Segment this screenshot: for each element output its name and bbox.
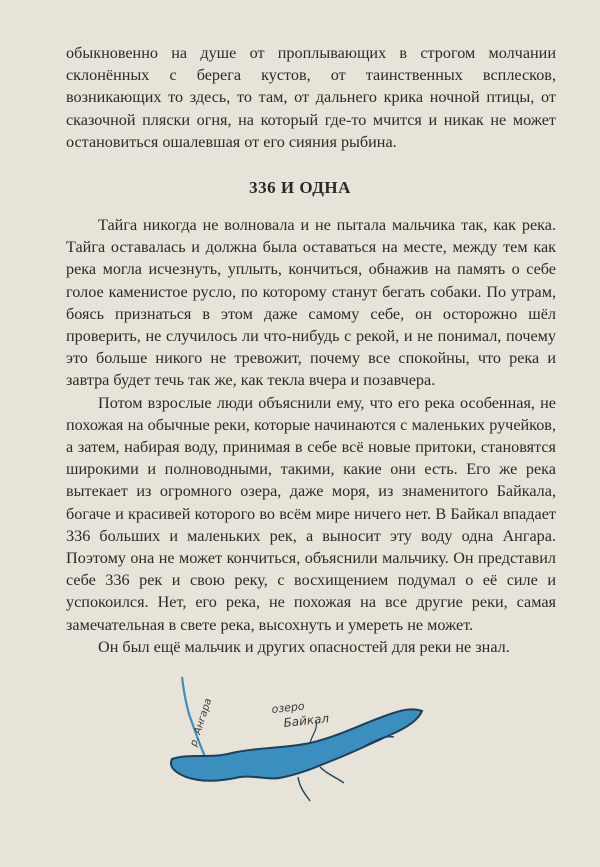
river-label: р. Ангара — [188, 697, 215, 748]
tributary-river-line — [320, 767, 344, 783]
body-paragraph: Он был ещё мальчик и других опасностей для реки не знал. — [98, 637, 510, 656]
intro-paragraph: обыкновенно на душе от проплывающих в строгом молчании склонённых с берега кустов, от таинственных всплесков, возникающих то здесь, то там, от дальнего крика ночной птицы, от сказочной пляски огня, на который где-то мчится и никак не может остановиться ошалевшая от его сияния рыбина. — [66, 44, 556, 151]
chapter-title: 336 И ОДНА — [249, 178, 351, 197]
baikal-map-illustration — [160, 655, 440, 805]
body-paragraph: Тайга никогда не волновала и не пытала мальчика так, как река. Тайга оставалась и должна была оставаться на месте, между тем как река могла исчезнуть, уплыть, кончиться, обнажив на память о себе голое каменистое русло, по которому станут бегать собаки. По утрам, боясь признаться в этом даже самому себе, он осторожно шёл проверить, не случилось ли что-нибудь с рекой, и не понимал, почему это больше никого не тревожит, почему все спокойны, что река и завтра будет течь так же, как текла вчера и позавчера. — [66, 216, 556, 390]
body-paragraph: Потом взрослые люди объяснили ему, что его река особенная, не похожая на обычные реки, которые начинаются с маленьких ручейков, а затем, набирая воду, принимая в себе всё новые притоки, становятся широкими и полноводными, такими, какие они есть. Его же река вытекает из огромного озера, даже моря, из знаменитого Байкала, богаче и красивей которого во всём мире ничего нет. В Байкал впадает 336 больших и маленьких рек, а выносит эту воду одна Ангара. Поэтому она не может кончиться, объяснили мальчику. Он представил себе 336 рек и свою реку, с восхищением подумал о её силе и успокоился. Нет, его река, не похожая на все другие реки, самая замечательная в свете река, высохнуть и умереть не может. — [66, 393, 556, 634]
chapter-body — [66, 214, 556, 658]
lake-label-line1: озеро — [270, 699, 306, 716]
lake-label-line2: Байкал — [282, 711, 330, 730]
intro-paragraph-block — [66, 42, 556, 153]
tributary-river-line — [298, 777, 310, 801]
